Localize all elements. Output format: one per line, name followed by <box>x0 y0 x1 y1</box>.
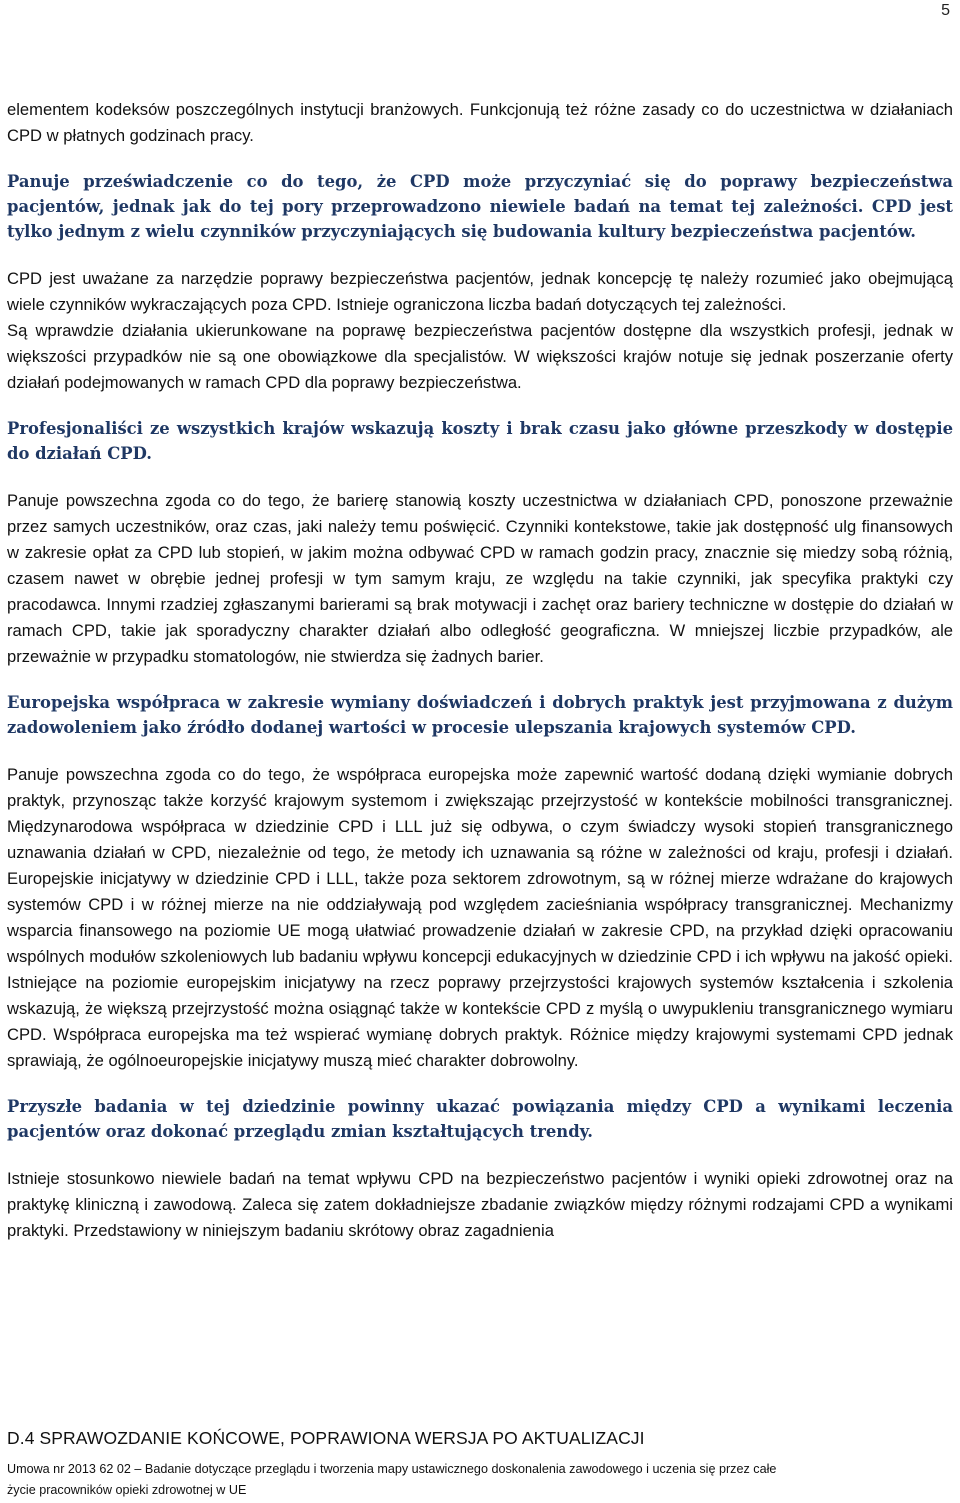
footer-contract-line-2: życie pracowników opieki zdrowotnej w UE <box>7 1483 247 1497</box>
footer-report-title: D.4 SPRAWOZDANIE KOŃCOWE, POPRAWIONA WERSJA PO AKTUALIZACJI <box>7 1428 645 1448</box>
document-body <box>7 97 953 1244</box>
paragraph-barriers: Panuje powszechna zgoda co do tego, że barierę stanowią koszty uczestnictwa w działaniach CPD, ponoszone przeważnie przez samych uczestników, oraz czas, jaki należy temu poświęcić. Czynniki kontekstowe, takie jak dostępność ulg finansowych w zakresie opłat za CPD lub stopień, w jakim można odbywać CPD w ramach godzin pracy, znacznie się miedzy sobą różnią, czasem nawet w obrębie jednej profesji w tym samym kraju, ze względu na takie czynniki, jak specyfika praktyki czy pracodawca. Innymi rzadziej zgłaszanymi barierami są brak motywacji i zachęt oraz bariery techniczne w dostępie do działań w ramach CPD, takie jak sporadyczny charakter działań albo odległość geograficzna. W mniejszej liczbie przypadków, ale przeważnie w przypadku stomatologów, nie stwierdza się żadnych barier. <box>7 491 953 666</box>
highlight-heading-patient-safety: Panuje przeświadczenie co do tego, że CPD może przyczyniać się do poprawy bezpieczeństwa pacjentów, jednak jak do tej pory przeprowadzono niewiele badań na temat tej zależności. CPD jest tylko jednym z wielu czynników przyczyniających się budowania kultury bezpieczeństwa pacjentów. <box>7 172 953 241</box>
page-number: 5 <box>941 2 950 19</box>
highlight-heading-future-research: Przyszłe badania w tej dziedzinie powinny ukazać powiązania między CPD a wynikami leczenia pacjentów oraz dokonać przeglądu zmian kształtujących trendy. <box>7 1097 953 1141</box>
paragraph-safety-activities: Są wprawdzie działania ukierunkowane na poprawę bezpieczeństwa pacjentów dostępne dla wszystkich profesji, jednak w większości przypadków nie są one obowiązkowe dla specjalistów. W większości krajów notuje się jednak poszerzanie oferty działań podejmowanych w ramach CPD dla poprawy bezpieczeństwa. <box>7 321 953 392</box>
paragraph-cpd-safety-tool: CPD jest uważane za narzędzie poprawy bezpieczeństwa pacjentów, jednak koncepcję tę należy rozumieć jako obejmującą wiele czynników wykraczających poza CPD. Istnieje ograniczona liczba badań dotyczących tej zależności. <box>7 269 953 314</box>
footer-contract-note <box>7 1459 953 1501</box>
highlight-heading-barriers: Profesjonaliści ze wszystkich krajów wskazują koszty i brak czasu jako główne przeszkody w dostępie do działań CPD. <box>7 419 953 463</box>
footer-contract-line-1: Umowa nr 2013 62 02 – Badanie dotyczące przeglądu i tworzenia mapy ustawicznego doskonalenia zawodowego i uczenia się przez całe <box>7 1462 777 1476</box>
paragraph-continuation: elementem kodeksów poszczególnych instytucji branżowych. Funkcjonują też różne zasady co do uczestnictwa w działaniach CPD w płatnych godzinach pracy. <box>7 100 953 145</box>
paragraph-european-cooperation: Panuje powszechna zgoda co do tego, że współpraca europejska może zapewnić wartość dodaną dzięki wymianie dobrych praktyk, przynosząc także korzyść krajowym systemom i zwiększając przejrzystość w kontekście mobilności transgranicznej. Międzynarodowa współpraca w dziedzinie CPD i LLL już się odbywa, o czym świadczy wysoki stopień transgranicznego uznawania działań w CPD, niezależnie od tego, że metody ich uznawania są różne w zależności od kraju, profesji i działań. Europejskie inicjatywy w dziedzinie CPD i LLL, także poza sektorem zdrowotnym, są w różnej mierze wdrażane do krajowych systemów CPD i w różnej mierze na nie oddziaływają pod względem zacieśniania współpracy transgranicznej. Mechanizmy wsparcia finansowego na poziomie UE mogą ułatwiać prowadzenie działań w zakresie CPD, na przykład dzięki opracowaniu wspólnych modułów szkoleniowych lub badaniu wpływu koncepcji edukacyjnych w dziedzinie CPD i ich wpływu na jakość opieki. Istniejące na poziomie europejskim inicjatywy na rzecz poprawy przejrzystości krajowych systemów kształcenia i szkolenia wskazują, że większą przejrzystość można osiągnąć także w kontekście CPD z myślą o uwypukleniu transgranicznego wymiaru CPD. Współpraca europejska ma też wspierać wymianę dobrych praktyk. Różnice między krajowymi systemami CPD jednak sprawiają, że ogólnoeuropejskie inicjatywy muszą mieć charakter dobrowolny. <box>7 765 953 1070</box>
paragraph-future-research: Istnieje stosunkowo niewiele badań na temat wpływu CPD na bezpieczeństwo pacjentów i wyniki opieki zdrowotnej oraz na praktykę kliniczną i zawodową. Zaleca się zatem dokładniejsze zbadanie związków między różnymi rodzajami CPD a wynikami praktyki. Przedstawiony w niniejszym badaniu skrótowy obraz zagadnienia <box>7 1169 953 1240</box>
highlight-heading-european-cooperation: Europejska współpraca w zakresie wymiany doświadczeń i dobrych praktyk jest przyjmowana z dużym zadowoleniem jako źródło dodanej wartości w procesie ulepszania krajowych systemów CPD. <box>7 693 953 737</box>
